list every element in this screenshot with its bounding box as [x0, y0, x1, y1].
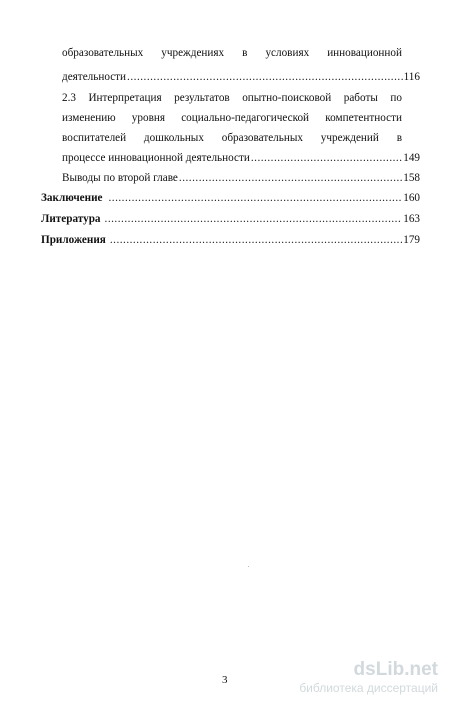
- toc-page-number: 179: [403, 234, 420, 246]
- dot-leader: [179, 171, 402, 185]
- toc-entry-2-3-line-3: [62, 131, 402, 145]
- watermark-logo: dsLib.net: [353, 659, 438, 680]
- dot-leader: [108, 191, 402, 205]
- word: работы: [343, 92, 378, 104]
- word: условиях: [265, 47, 310, 59]
- word: социально-педагогической: [181, 112, 310, 124]
- page-number: 3: [222, 674, 228, 686]
- toc-entry-literature[interactable]: [41, 212, 420, 226]
- word: образовательных: [221, 132, 303, 144]
- toc-entry-2-2-line-2[interactable]: [62, 70, 420, 84]
- word: учреждениях: [161, 47, 225, 59]
- toc-entry-text: деятельности: [62, 71, 127, 83]
- word: изменению: [62, 112, 116, 124]
- toc-page-number: 160: [403, 192, 420, 204]
- toc-page-number: 149: [403, 152, 420, 164]
- toc-entry-appendices[interactable]: [41, 233, 420, 247]
- dot-leader: [110, 233, 402, 247]
- toc-entry-2-3-line-1: [62, 91, 402, 105]
- word: в: [396, 132, 402, 144]
- toc-entry-conclusion[interactable]: [41, 191, 420, 205]
- scan-speck: [248, 566, 249, 567]
- toc-entry-text: процессе инновационной деятельности: [62, 152, 250, 164]
- dot-leader: [105, 212, 403, 226]
- word: Интерпретация: [88, 92, 162, 104]
- watermark: [299, 660, 438, 696]
- word: учреждений: [320, 132, 379, 144]
- word: дошкольных: [143, 132, 204, 144]
- toc-entry-2-3-line-4[interactable]: [62, 151, 420, 165]
- toc-page-number: 158: [403, 172, 420, 184]
- toc-entry-text: Литература: [41, 213, 101, 225]
- word: воспитателей: [62, 132, 127, 144]
- word: результатов: [174, 92, 230, 104]
- toc-entry-text: Заключение: [41, 192, 103, 204]
- toc-entry-text: Приложения: [41, 234, 106, 246]
- toc-page-number: 116: [403, 71, 420, 83]
- word: по: [390, 92, 402, 104]
- toc-entry-text: Выводы по второй главе: [62, 172, 178, 184]
- toc-entry-2-3-line-2: [62, 111, 402, 125]
- word: уровня: [131, 112, 165, 124]
- toc-entry-2-2-line-1: [62, 46, 402, 60]
- word: в: [242, 47, 248, 59]
- watermark-subtitle: библиотека диссертаций: [299, 681, 438, 695]
- dot-leader: [127, 70, 403, 84]
- word: компетентности: [325, 112, 402, 124]
- word: образовательных: [62, 47, 144, 59]
- toc-page-number: 163: [403, 213, 420, 225]
- word: опытно-поисковой: [242, 92, 332, 104]
- dot-leader: [251, 151, 402, 165]
- toc-entry-conclusions-ch2[interactable]: [62, 171, 420, 185]
- word: инновационной: [327, 47, 402, 59]
- word: 2.3: [62, 92, 76, 104]
